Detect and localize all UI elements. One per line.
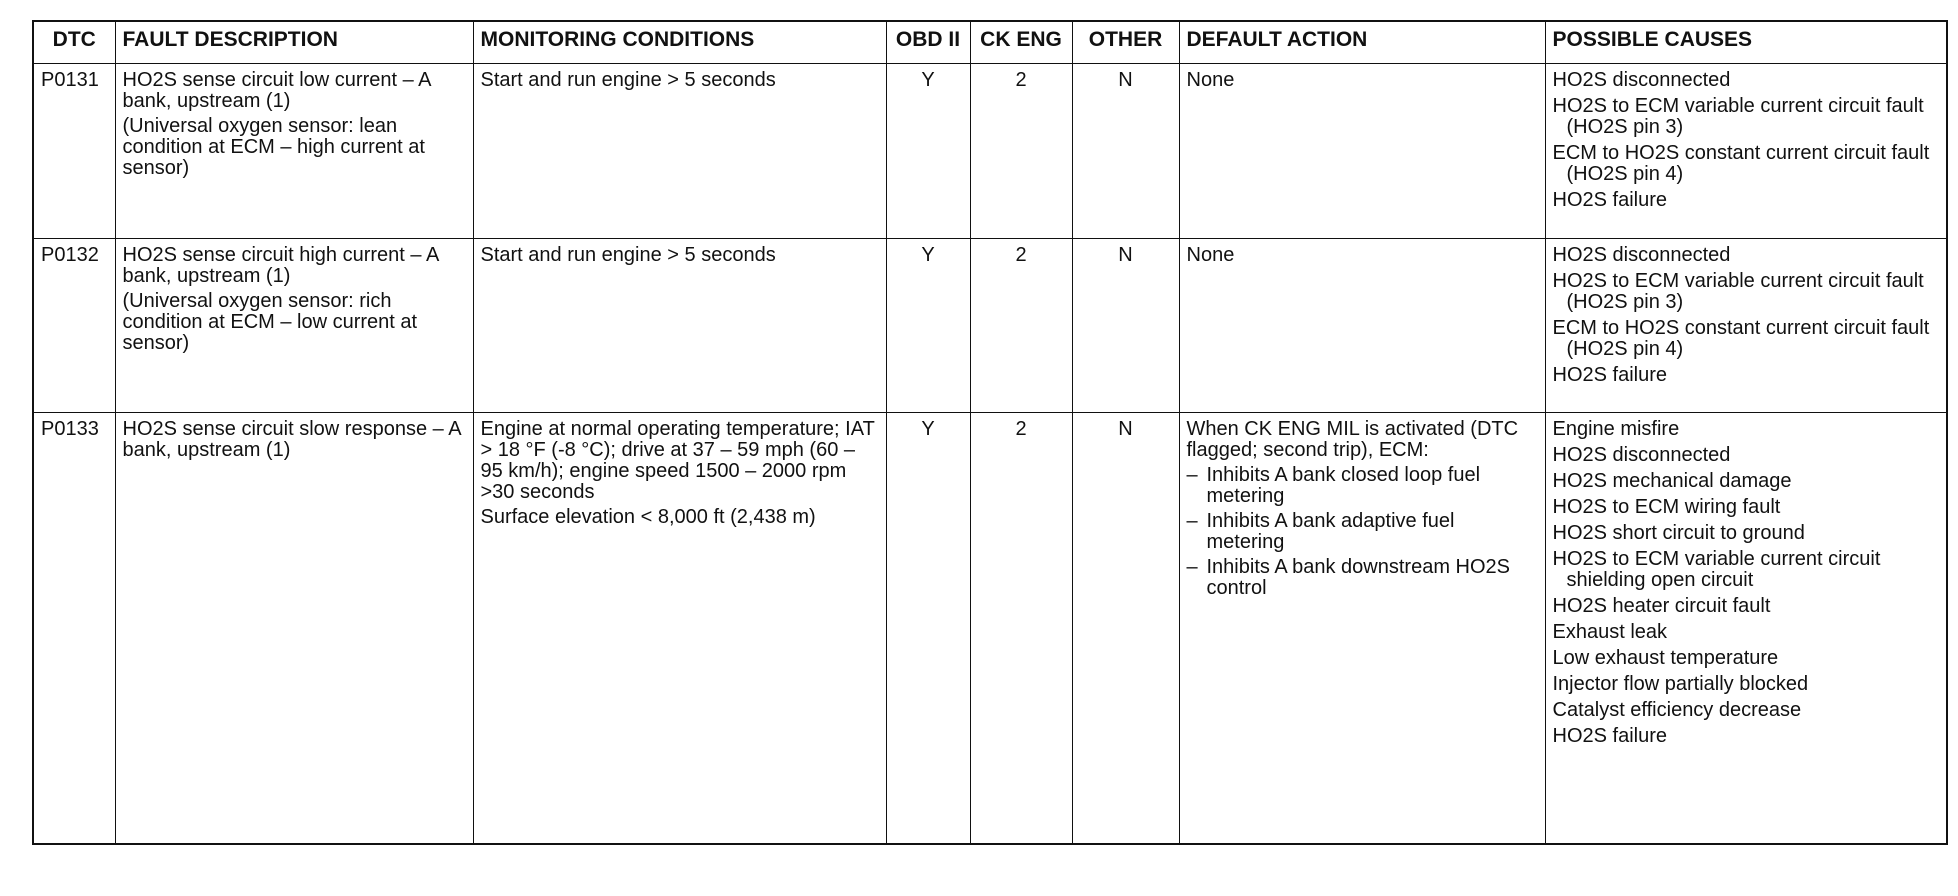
possible-cause-item: HO2S to ECM variable current circuit fault (HO2S pin 3)	[1552, 95, 1924, 138]
header-fault-description: FAULT DESCRIPTION	[115, 21, 473, 64]
header-row	[33, 21, 1947, 64]
monitoring-condition-text: Start and run engine > 5 seconds	[480, 69, 776, 91]
possible-cause-item: HO2S failure	[1552, 364, 1667, 386]
fault-description-text: HO2S sense circuit high current – A bank, upstream (1)	[122, 244, 439, 287]
dtc-code: P0131	[33, 64, 115, 239]
monitoring-condition-text: Engine at normal operating temperature; IAT > 18 °F (-8 °C); drive at 37 – 59 mph (60 – 95 km/h); engine speed 1500 – 2000 rpm >30 seconds	[480, 418, 875, 503]
fault-description-text: (Universal oxygen sensor: rich condition at ECM – low current at sensor)	[122, 290, 418, 354]
fault-description-cell	[115, 64, 473, 239]
monitoring-conditions-cell	[473, 413, 886, 845]
possible-cause-item: Engine misfire	[1552, 418, 1680, 440]
monitoring-conditions-cell	[473, 239, 886, 413]
header-dtc: DTC	[33, 21, 115, 64]
default-action-cell	[1179, 413, 1545, 845]
possible-cause-item: HO2S disconnected	[1552, 69, 1731, 91]
possible-cause-item: ECM to HO2S constant current circuit fault (HO2S pin 4)	[1552, 317, 1930, 360]
table-row	[33, 413, 1947, 845]
possible-cause-item: HO2S disconnected	[1552, 244, 1731, 266]
header-default-action: DEFAULT ACTION	[1179, 21, 1545, 64]
other-value: N	[1072, 413, 1179, 845]
table-row	[33, 64, 1947, 239]
dtc-code: P0133	[33, 413, 115, 845]
possible-cause-item: Catalyst efficiency decrease	[1552, 699, 1802, 721]
possible-cause-item: HO2S mechanical damage	[1552, 470, 1792, 492]
default-action-cell	[1179, 239, 1545, 413]
header-obd-ii: OBD II	[886, 21, 970, 64]
dtc-table	[32, 20, 1948, 845]
other-value: N	[1072, 239, 1179, 413]
fault-description-cell	[115, 413, 473, 845]
ck-eng-value: 2	[970, 413, 1072, 845]
possible-cause-item: HO2S to ECM variable current circuit shielding open circuit	[1552, 548, 1881, 591]
possible-cause-item: HO2S to ECM wiring fault	[1552, 496, 1781, 518]
possible-causes-cell	[1545, 413, 1947, 845]
dtc-table-wrapper	[32, 20, 1946, 845]
header-possible-causes: POSSIBLE CAUSES	[1545, 21, 1947, 64]
possible-cause-item: ECM to HO2S constant current circuit fault (HO2S pin 4)	[1552, 142, 1930, 185]
monitoring-condition-text: Start and run engine > 5 seconds	[480, 244, 776, 266]
dash-bullet: –	[1186, 510, 1198, 532]
possible-cause-item: HO2S failure	[1552, 189, 1667, 211]
dash-bullet: –	[1186, 464, 1198, 486]
ck-eng-value: 2	[970, 239, 1072, 413]
default-action-item	[1187, 465, 1538, 507]
fault-description-cell	[115, 239, 473, 413]
table-row	[33, 239, 1947, 413]
default-action-cell	[1179, 64, 1545, 239]
obd-ii-value: Y	[886, 239, 970, 413]
possible-cause-item: Injector flow partially blocked	[1552, 673, 1809, 695]
other-value: N	[1072, 64, 1179, 239]
default-action-text: None	[1186, 69, 1235, 91]
monitoring-condition-text: Surface elevation < 8,000 ft (2,438 m)	[480, 506, 816, 528]
default-action-text: None	[1186, 244, 1235, 266]
fault-description-text: (Universal oxygen sensor: lean condition at ECM – high current at sensor)	[122, 115, 425, 179]
default-action-item	[1187, 511, 1538, 553]
possible-cause-item: HO2S failure	[1552, 725, 1667, 747]
header-ck-eng: CK ENG	[970, 21, 1072, 64]
possible-cause-item: HO2S disconnected	[1552, 444, 1731, 466]
possible-causes-cell	[1545, 64, 1947, 239]
possible-cause-item: HO2S heater circuit fault	[1552, 595, 1771, 617]
default-action-item-text: Inhibits A bank adaptive fuel metering	[1206, 510, 1455, 553]
fault-description-text: HO2S sense circuit slow response – A bank, upstream (1)	[122, 418, 461, 461]
possible-cause-item: Exhaust leak	[1552, 621, 1668, 643]
monitoring-conditions-cell	[473, 64, 886, 239]
possible-causes-cell	[1545, 239, 1947, 413]
fault-description-text: HO2S sense circuit low current – A bank, upstream (1)	[122, 69, 431, 112]
header-other: OTHER	[1072, 21, 1179, 64]
ck-eng-value: 2	[970, 64, 1072, 239]
possible-cause-item: HO2S to ECM variable current circuit fault (HO2S pin 3)	[1552, 270, 1924, 313]
obd-ii-value: Y	[886, 413, 970, 845]
default-action-item-text: Inhibits A bank closed loop fuel metering	[1206, 464, 1481, 507]
default-action-item	[1187, 557, 1538, 599]
possible-cause-item: Low exhaust temperature	[1552, 647, 1779, 669]
default-action-text: When CK ENG MIL is activated (DTC flagged; second trip), ECM:	[1186, 418, 1519, 461]
dash-bullet: –	[1186, 556, 1198, 578]
dtc-code: P0132	[33, 239, 115, 413]
default-action-item-text: Inhibits A bank downstream HO2S control	[1206, 556, 1510, 599]
obd-ii-value: Y	[886, 64, 970, 239]
possible-cause-item: HO2S short circuit to ground	[1552, 522, 1805, 544]
header-monitoring-conditions: MONITORING CONDITIONS	[473, 21, 886, 64]
